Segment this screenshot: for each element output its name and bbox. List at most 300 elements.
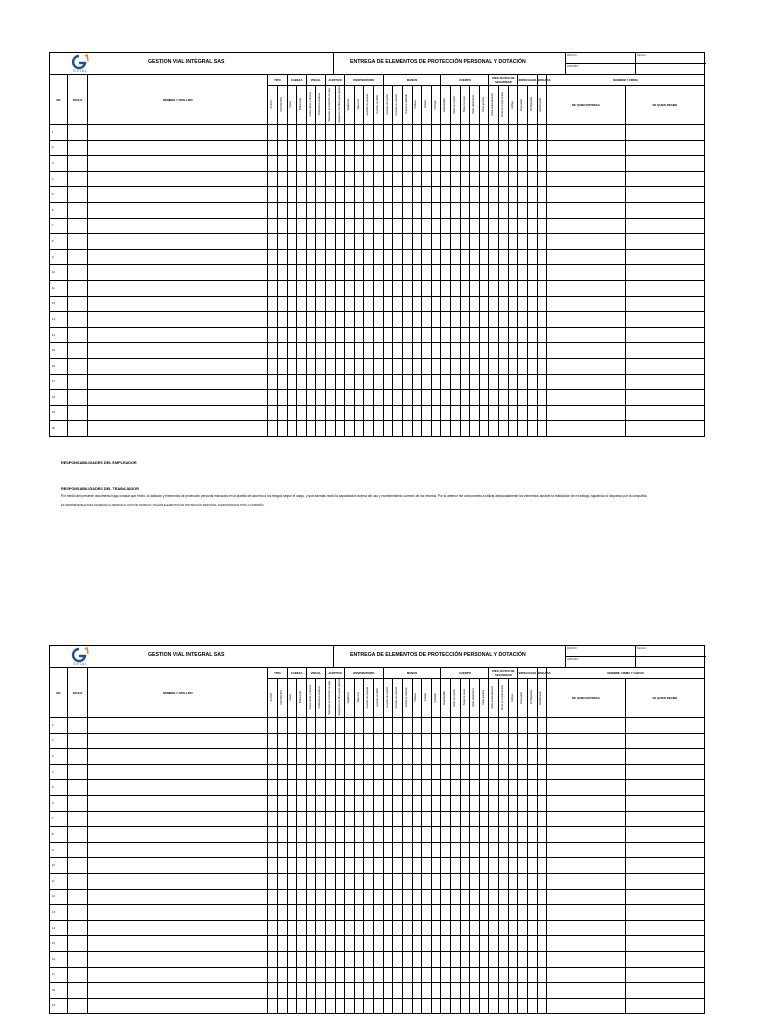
epp-check-cell[interactable]	[470, 764, 480, 780]
epp-check-cell[interactable]	[345, 280, 355, 296]
signature-cell[interactable]	[625, 780, 704, 796]
epp-check-cell[interactable]	[277, 780, 287, 796]
epp-check-cell[interactable]	[470, 156, 480, 172]
epp-check-cell[interactable]	[527, 811, 537, 827]
fecha-cell[interactable]	[68, 733, 88, 749]
fecha-cell[interactable]	[68, 296, 88, 312]
epp-check-cell[interactable]	[287, 936, 297, 952]
epp-check-cell[interactable]	[364, 421, 374, 437]
epp-check-cell[interactable]	[393, 327, 403, 343]
signature-cell[interactable]	[547, 421, 626, 437]
epp-check-cell[interactable]	[354, 905, 364, 921]
epp-check-cell[interactable]	[383, 171, 393, 187]
signature-cell[interactable]	[625, 811, 704, 827]
epp-check-cell[interactable]	[489, 951, 499, 967]
epp-check-cell[interactable]	[374, 795, 384, 811]
epp-check-cell[interactable]	[325, 764, 335, 780]
epp-check-cell[interactable]	[306, 998, 316, 1014]
epp-check-cell[interactable]	[316, 390, 326, 406]
epp-check-cell[interactable]	[268, 171, 278, 187]
epp-check-cell[interactable]	[470, 983, 480, 999]
epp-check-cell[interactable]	[277, 234, 287, 250]
epp-check-cell[interactable]	[335, 249, 345, 265]
epp-check-cell[interactable]	[527, 827, 537, 843]
epp-check-cell[interactable]	[354, 889, 364, 905]
epp-check-cell[interactable]	[345, 265, 355, 281]
epp-check-cell[interactable]	[441, 749, 451, 765]
epp-check-cell[interactable]	[393, 718, 403, 734]
signature-cell[interactable]	[625, 358, 704, 374]
nombre-cell[interactable]	[88, 218, 268, 234]
fecha-cell[interactable]	[68, 998, 88, 1014]
epp-check-cell[interactable]	[306, 811, 316, 827]
epp-check-cell[interactable]	[268, 374, 278, 390]
fecha-cell[interactable]	[68, 951, 88, 967]
epp-check-cell[interactable]	[316, 125, 326, 141]
epp-check-cell[interactable]	[518, 374, 528, 390]
epp-check-cell[interactable]	[412, 312, 422, 328]
signature-cell[interactable]	[625, 889, 704, 905]
epp-check-cell[interactable]	[479, 296, 489, 312]
epp-check-cell[interactable]	[277, 967, 287, 983]
epp-check-cell[interactable]	[537, 140, 547, 156]
epp-check-cell[interactable]	[537, 983, 547, 999]
epp-check-cell[interactable]	[431, 390, 441, 406]
epp-check-cell[interactable]	[431, 421, 441, 437]
epp-check-cell[interactable]	[374, 827, 384, 843]
epp-check-cell[interactable]	[431, 936, 441, 952]
epp-check-cell[interactable]	[527, 780, 537, 796]
epp-check-cell[interactable]	[518, 358, 528, 374]
epp-check-cell[interactable]	[316, 140, 326, 156]
epp-check-cell[interactable]	[325, 718, 335, 734]
epp-check-cell[interactable]	[451, 780, 461, 796]
epp-check-cell[interactable]	[489, 780, 499, 796]
epp-check-cell[interactable]	[441, 827, 451, 843]
nombre-cell[interactable]	[88, 249, 268, 265]
epp-check-cell[interactable]	[451, 296, 461, 312]
epp-check-cell[interactable]	[451, 280, 461, 296]
epp-check-cell[interactable]	[499, 780, 509, 796]
epp-check-cell[interactable]	[431, 873, 441, 889]
epp-check-cell[interactable]	[383, 125, 393, 141]
epp-check-cell[interactable]	[441, 998, 451, 1014]
epp-check-cell[interactable]	[508, 343, 518, 359]
epp-check-cell[interactable]	[479, 327, 489, 343]
epp-check-cell[interactable]	[393, 858, 403, 874]
epp-check-cell[interactable]	[287, 140, 297, 156]
epp-check-cell[interactable]	[287, 265, 297, 281]
epp-check-cell[interactable]	[374, 889, 384, 905]
nombre-cell[interactable]	[88, 296, 268, 312]
signature-cell[interactable]	[547, 265, 626, 281]
epp-check-cell[interactable]	[441, 780, 451, 796]
signature-cell[interactable]	[547, 374, 626, 390]
epp-check-cell[interactable]	[499, 811, 509, 827]
epp-check-cell[interactable]	[489, 405, 499, 421]
nombre-cell[interactable]	[88, 171, 268, 187]
epp-check-cell[interactable]	[277, 280, 287, 296]
epp-check-cell[interactable]	[364, 780, 374, 796]
epp-check-cell[interactable]	[527, 312, 537, 328]
signature-cell[interactable]	[547, 905, 626, 921]
epp-check-cell[interactable]	[451, 983, 461, 999]
epp-check-cell[interactable]	[527, 421, 537, 437]
epp-check-cell[interactable]	[364, 265, 374, 281]
epp-check-cell[interactable]	[412, 202, 422, 218]
epp-check-cell[interactable]	[316, 873, 326, 889]
epp-check-cell[interactable]	[325, 733, 335, 749]
epp-check-cell[interactable]	[479, 187, 489, 203]
epp-check-cell[interactable]	[316, 889, 326, 905]
epp-check-cell[interactable]	[479, 171, 489, 187]
epp-check-cell[interactable]	[518, 764, 528, 780]
epp-check-cell[interactable]	[306, 234, 316, 250]
epp-check-cell[interactable]	[297, 718, 307, 734]
epp-check-cell[interactable]	[335, 811, 345, 827]
epp-check-cell[interactable]	[335, 374, 345, 390]
epp-check-cell[interactable]	[297, 873, 307, 889]
epp-check-cell[interactable]	[470, 218, 480, 234]
epp-check-cell[interactable]	[354, 936, 364, 952]
epp-check-cell[interactable]	[451, 873, 461, 889]
epp-check-cell[interactable]	[489, 795, 499, 811]
epp-check-cell[interactable]	[518, 405, 528, 421]
signature-cell[interactable]	[625, 405, 704, 421]
epp-check-cell[interactable]	[489, 202, 499, 218]
epp-check-cell[interactable]	[316, 842, 326, 858]
epp-check-cell[interactable]	[499, 202, 509, 218]
epp-check-cell[interactable]	[460, 811, 470, 827]
epp-check-cell[interactable]	[325, 827, 335, 843]
epp-check-cell[interactable]	[470, 905, 480, 921]
epp-check-cell[interactable]	[345, 343, 355, 359]
epp-check-cell[interactable]	[518, 733, 528, 749]
epp-check-cell[interactable]	[354, 795, 364, 811]
epp-check-cell[interactable]	[441, 234, 451, 250]
epp-check-cell[interactable]	[422, 842, 432, 858]
epp-check-cell[interactable]	[268, 218, 278, 234]
epp-check-cell[interactable]	[277, 187, 287, 203]
fecha-cell[interactable]	[68, 718, 88, 734]
epp-check-cell[interactable]	[345, 889, 355, 905]
epp-check-cell[interactable]	[306, 967, 316, 983]
epp-check-cell[interactable]	[374, 202, 384, 218]
epp-check-cell[interactable]	[277, 811, 287, 827]
epp-check-cell[interactable]	[460, 343, 470, 359]
epp-check-cell[interactable]	[354, 421, 364, 437]
epp-check-cell[interactable]	[297, 983, 307, 999]
epp-check-cell[interactable]	[287, 795, 297, 811]
signature-cell[interactable]	[547, 780, 626, 796]
epp-check-cell[interactable]	[402, 920, 412, 936]
epp-check-cell[interactable]	[460, 889, 470, 905]
epp-check-cell[interactable]	[354, 374, 364, 390]
epp-check-cell[interactable]	[335, 951, 345, 967]
nombre-cell[interactable]	[88, 421, 268, 437]
epp-check-cell[interactable]	[499, 234, 509, 250]
signature-cell[interactable]	[625, 827, 704, 843]
epp-check-cell[interactable]	[470, 998, 480, 1014]
signature-cell[interactable]	[625, 249, 704, 265]
epp-check-cell[interactable]	[508, 967, 518, 983]
epp-check-cell[interactable]	[374, 390, 384, 406]
signature-cell[interactable]	[547, 811, 626, 827]
epp-check-cell[interactable]	[393, 795, 403, 811]
epp-check-cell[interactable]	[402, 327, 412, 343]
epp-check-cell[interactable]	[393, 842, 403, 858]
epp-check-cell[interactable]	[393, 983, 403, 999]
epp-check-cell[interactable]	[325, 296, 335, 312]
epp-check-cell[interactable]	[393, 920, 403, 936]
epp-check-cell[interactable]	[374, 873, 384, 889]
epp-check-cell[interactable]	[489, 312, 499, 328]
epp-check-cell[interactable]	[402, 780, 412, 796]
signature-cell[interactable]	[625, 920, 704, 936]
epp-check-cell[interactable]	[354, 296, 364, 312]
epp-check-cell[interactable]	[518, 827, 528, 843]
epp-check-cell[interactable]	[277, 312, 287, 328]
epp-check-cell[interactable]	[277, 951, 287, 967]
epp-check-cell[interactable]	[374, 842, 384, 858]
epp-check-cell[interactable]	[316, 827, 326, 843]
epp-check-cell[interactable]	[316, 421, 326, 437]
epp-check-cell[interactable]	[297, 234, 307, 250]
epp-check-cell[interactable]	[374, 983, 384, 999]
epp-check-cell[interactable]	[297, 249, 307, 265]
epp-check-cell[interactable]	[402, 296, 412, 312]
fecha-cell[interactable]	[68, 827, 88, 843]
epp-check-cell[interactable]	[354, 280, 364, 296]
epp-check-cell[interactable]	[451, 327, 461, 343]
epp-check-cell[interactable]	[537, 405, 547, 421]
epp-check-cell[interactable]	[354, 951, 364, 967]
epp-check-cell[interactable]	[527, 905, 537, 921]
epp-check-cell[interactable]	[374, 125, 384, 141]
epp-check-cell[interactable]	[518, 187, 528, 203]
epp-check-cell[interactable]	[537, 764, 547, 780]
epp-check-cell[interactable]	[451, 421, 461, 437]
epp-check-cell[interactable]	[393, 390, 403, 406]
epp-check-cell[interactable]	[364, 811, 374, 827]
signature-cell[interactable]	[625, 390, 704, 406]
epp-check-cell[interactable]	[431, 343, 441, 359]
epp-check-cell[interactable]	[412, 842, 422, 858]
epp-check-cell[interactable]	[499, 218, 509, 234]
epp-check-cell[interactable]	[297, 343, 307, 359]
epp-check-cell[interactable]	[499, 718, 509, 734]
epp-check-cell[interactable]	[335, 842, 345, 858]
epp-check-cell[interactable]	[306, 718, 316, 734]
epp-check-cell[interactable]	[527, 234, 537, 250]
epp-check-cell[interactable]	[518, 421, 528, 437]
epp-check-cell[interactable]	[470, 718, 480, 734]
epp-check-cell[interactable]	[508, 390, 518, 406]
nombre-cell[interactable]	[88, 156, 268, 172]
signature-cell[interactable]	[547, 234, 626, 250]
epp-check-cell[interactable]	[537, 327, 547, 343]
signature-cell[interactable]	[625, 951, 704, 967]
signature-cell[interactable]	[547, 733, 626, 749]
epp-check-cell[interactable]	[325, 374, 335, 390]
epp-check-cell[interactable]	[287, 218, 297, 234]
epp-check-cell[interactable]	[441, 764, 451, 780]
nombre-cell[interactable]	[88, 140, 268, 156]
epp-check-cell[interactable]	[374, 749, 384, 765]
epp-check-cell[interactable]	[374, 249, 384, 265]
fecha-cell[interactable]	[68, 905, 88, 921]
epp-check-cell[interactable]	[470, 171, 480, 187]
epp-check-cell[interactable]	[287, 296, 297, 312]
epp-check-cell[interactable]	[277, 733, 287, 749]
epp-check-cell[interactable]	[422, 718, 432, 734]
signature-cell[interactable]	[547, 936, 626, 952]
epp-check-cell[interactable]	[508, 374, 518, 390]
epp-check-cell[interactable]	[345, 951, 355, 967]
epp-check-cell[interactable]	[518, 125, 528, 141]
epp-check-cell[interactable]	[354, 202, 364, 218]
epp-check-cell[interactable]	[297, 171, 307, 187]
epp-check-cell[interactable]	[335, 280, 345, 296]
epp-check-cell[interactable]	[499, 733, 509, 749]
epp-check-cell[interactable]	[374, 405, 384, 421]
epp-check-cell[interactable]	[422, 780, 432, 796]
epp-check-cell[interactable]	[470, 795, 480, 811]
epp-check-cell[interactable]	[537, 234, 547, 250]
epp-check-cell[interactable]	[277, 140, 287, 156]
nombre-cell[interactable]	[88, 795, 268, 811]
epp-check-cell[interactable]	[277, 920, 287, 936]
epp-check-cell[interactable]	[431, 405, 441, 421]
epp-check-cell[interactable]	[306, 983, 316, 999]
epp-check-cell[interactable]	[537, 296, 547, 312]
epp-check-cell[interactable]	[499, 156, 509, 172]
epp-check-cell[interactable]	[364, 951, 374, 967]
epp-check-cell[interactable]	[325, 187, 335, 203]
nombre-cell[interactable]	[88, 234, 268, 250]
epp-check-cell[interactable]	[537, 780, 547, 796]
epp-check-cell[interactable]	[325, 858, 335, 874]
epp-check-cell[interactable]	[345, 733, 355, 749]
epp-check-cell[interactable]	[402, 967, 412, 983]
epp-check-cell[interactable]	[412, 889, 422, 905]
signature-cell[interactable]	[547, 718, 626, 734]
epp-check-cell[interactable]	[325, 390, 335, 406]
epp-check-cell[interactable]	[431, 234, 441, 250]
epp-check-cell[interactable]	[316, 905, 326, 921]
epp-check-cell[interactable]	[518, 390, 528, 406]
signature-cell[interactable]	[625, 280, 704, 296]
epp-check-cell[interactable]	[297, 967, 307, 983]
epp-check-cell[interactable]	[431, 749, 441, 765]
epp-check-cell[interactable]	[393, 873, 403, 889]
epp-check-cell[interactable]	[460, 951, 470, 967]
epp-check-cell[interactable]	[287, 951, 297, 967]
epp-check-cell[interactable]	[345, 202, 355, 218]
signature-cell[interactable]	[625, 374, 704, 390]
nombre-cell[interactable]	[88, 374, 268, 390]
epp-check-cell[interactable]	[268, 983, 278, 999]
epp-check-cell[interactable]	[499, 280, 509, 296]
epp-check-cell[interactable]	[335, 202, 345, 218]
epp-check-cell[interactable]	[383, 327, 393, 343]
epp-check-cell[interactable]	[325, 905, 335, 921]
epp-check-cell[interactable]	[537, 951, 547, 967]
signature-cell[interactable]	[547, 998, 626, 1014]
epp-check-cell[interactable]	[422, 390, 432, 406]
epp-check-cell[interactable]	[345, 296, 355, 312]
epp-check-cell[interactable]	[383, 764, 393, 780]
epp-check-cell[interactable]	[451, 764, 461, 780]
fecha-cell[interactable]	[68, 218, 88, 234]
epp-check-cell[interactable]	[402, 358, 412, 374]
fecha-cell[interactable]	[68, 358, 88, 374]
epp-check-cell[interactable]	[316, 249, 326, 265]
epp-check-cell[interactable]	[518, 171, 528, 187]
epp-check-cell[interactable]	[393, 733, 403, 749]
epp-check-cell[interactable]	[316, 234, 326, 250]
epp-check-cell[interactable]	[306, 873, 316, 889]
epp-check-cell[interactable]	[364, 187, 374, 203]
epp-check-cell[interactable]	[268, 390, 278, 406]
epp-check-cell[interactable]	[422, 171, 432, 187]
epp-check-cell[interactable]	[508, 951, 518, 967]
epp-check-cell[interactable]	[441, 390, 451, 406]
epp-check-cell[interactable]	[402, 983, 412, 999]
epp-check-cell[interactable]	[287, 280, 297, 296]
epp-check-cell[interactable]	[412, 265, 422, 281]
epp-check-cell[interactable]	[374, 140, 384, 156]
epp-check-cell[interactable]	[393, 749, 403, 765]
epp-check-cell[interactable]	[412, 920, 422, 936]
epp-check-cell[interactable]	[306, 187, 316, 203]
epp-check-cell[interactable]	[306, 171, 316, 187]
signature-cell[interactable]	[547, 171, 626, 187]
epp-check-cell[interactable]	[268, 873, 278, 889]
epp-check-cell[interactable]	[527, 858, 537, 874]
epp-check-cell[interactable]	[287, 312, 297, 328]
epp-check-cell[interactable]	[479, 265, 489, 281]
signature-cell[interactable]	[547, 140, 626, 156]
epp-check-cell[interactable]	[335, 920, 345, 936]
epp-check-cell[interactable]	[306, 905, 316, 921]
epp-check-cell[interactable]	[297, 905, 307, 921]
epp-check-cell[interactable]	[287, 234, 297, 250]
epp-check-cell[interactable]	[374, 951, 384, 967]
epp-check-cell[interactable]	[402, 234, 412, 250]
epp-check-cell[interactable]	[374, 733, 384, 749]
epp-check-cell[interactable]	[441, 265, 451, 281]
fecha-cell[interactable]	[68, 125, 88, 141]
epp-check-cell[interactable]	[306, 327, 316, 343]
epp-check-cell[interactable]	[364, 998, 374, 1014]
epp-check-cell[interactable]	[489, 358, 499, 374]
epp-check-cell[interactable]	[470, 967, 480, 983]
epp-check-cell[interactable]	[479, 764, 489, 780]
epp-check-cell[interactable]	[460, 327, 470, 343]
epp-check-cell[interactable]	[422, 249, 432, 265]
fecha-cell[interactable]	[68, 202, 88, 218]
epp-check-cell[interactable]	[460, 795, 470, 811]
epp-check-cell[interactable]	[287, 156, 297, 172]
epp-check-cell[interactable]	[460, 374, 470, 390]
epp-check-cell[interactable]	[460, 749, 470, 765]
epp-check-cell[interactable]	[383, 858, 393, 874]
epp-check-cell[interactable]	[412, 358, 422, 374]
epp-check-cell[interactable]	[518, 811, 528, 827]
epp-check-cell[interactable]	[422, 218, 432, 234]
epp-check-cell[interactable]	[537, 187, 547, 203]
